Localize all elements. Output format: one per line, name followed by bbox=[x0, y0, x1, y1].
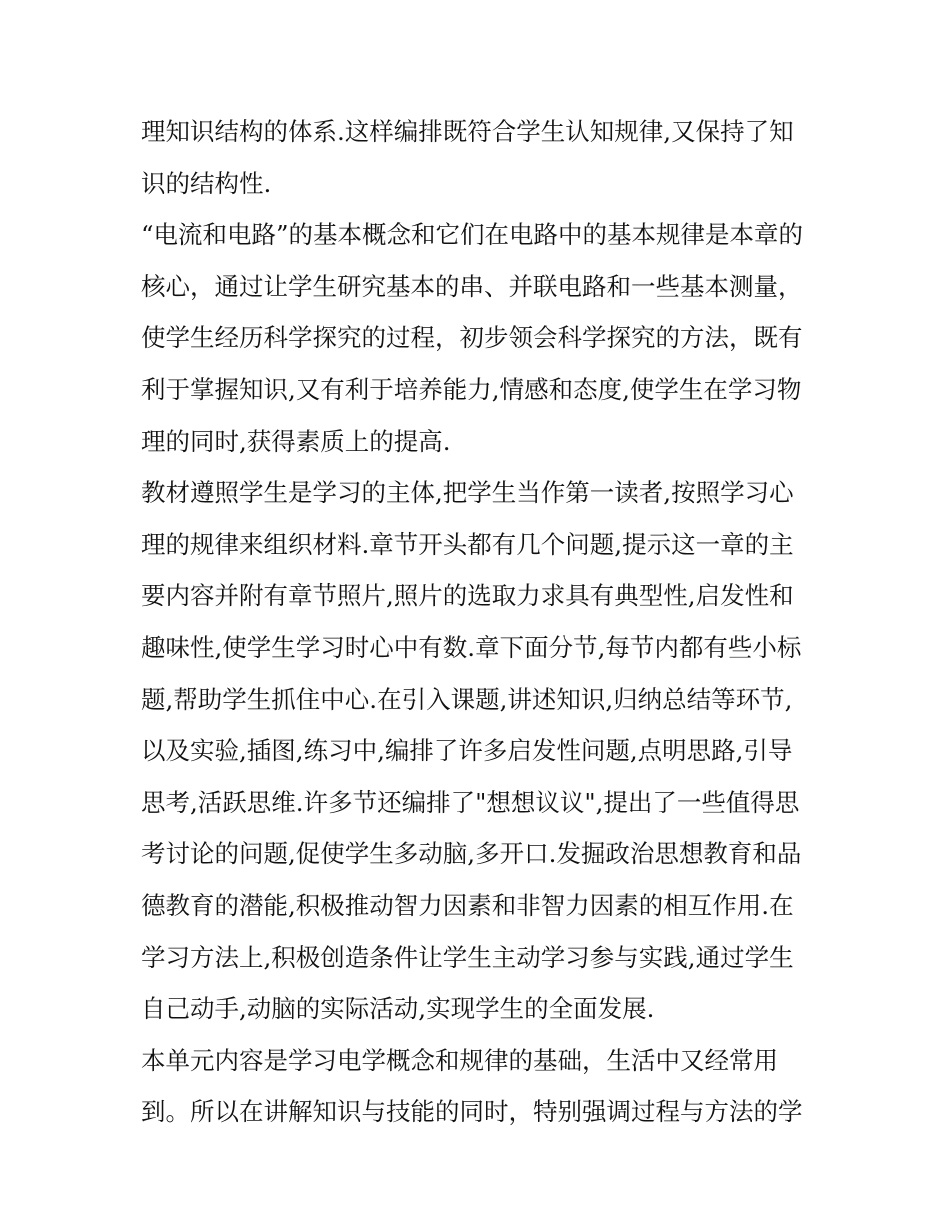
text-line: 识的结构性. bbox=[141, 168, 272, 198]
text-line: 学习方法上,积极创造条件让学生主动学习参与实践,通过学生 bbox=[141, 942, 794, 972]
text-line: 教材遵照学生是学习的主体,把学生当作第一读者,按照学习心 bbox=[141, 478, 794, 508]
text-line: 德教育的潜能,积极推动智力因素和非智力因素的相互作用.在 bbox=[141, 890, 794, 920]
text-line: 理的同时,获得素质上的提高. bbox=[141, 426, 451, 456]
text-line: 要内容并附有章节照片,照片的选取力求具有典型性,启发性和 bbox=[141, 581, 794, 611]
text-line: 题,帮助学生抓住中心.在引入课题,讲述知识,归纳总结等环节, bbox=[141, 684, 793, 714]
text-line: 使学生经历科学探究的过程，初步领会科学探究的方法，既有 bbox=[141, 323, 803, 353]
text-line: 理的规律来组织材料.章节开头都有几个问题,提示这一章的主 bbox=[141, 529, 794, 559]
text-line: 到。所以在讲解知识与技能的同时，特别强调过程与方法的学 bbox=[141, 1097, 803, 1127]
text-line: 理知识结构的体系.这样编排既符合学生认知规律,又保持了知 bbox=[141, 117, 794, 146]
text-line: 趣味性,使学生学习时心中有数.章下面分节,每节内都有些小标 bbox=[141, 632, 802, 662]
text-line: 利于掌握知识,又有利于培养能力,情感和态度,使学生在学习物 bbox=[141, 374, 802, 404]
text-line: 本单元内容是学习电学概念和规律的基础，生活中又经常用 bbox=[141, 1045, 778, 1075]
text-line: “电流和电路”的基本概念和它们在电路中的基本规律是本章的 bbox=[141, 220, 804, 250]
text-line: 自己动手,动脑的实际活动,实现学生的全面发展. bbox=[141, 994, 655, 1024]
text-line: 以及实验,插图,练习中,编排了许多启发性问题,点明思路,引导 bbox=[141, 736, 793, 766]
body-text bbox=[141, 106, 821, 1138]
text-line: 思考,活跃思维.许多节还编排了"想想议议",提出了一些值得思 bbox=[141, 787, 800, 817]
text-line: 核心，通过让学生研究基本的串、并联电路和一些基本测量， bbox=[141, 271, 803, 301]
text-line: 考讨论的问题,促使学生多动脑,多开口.发掘政治思想教育和品 bbox=[141, 839, 802, 869]
